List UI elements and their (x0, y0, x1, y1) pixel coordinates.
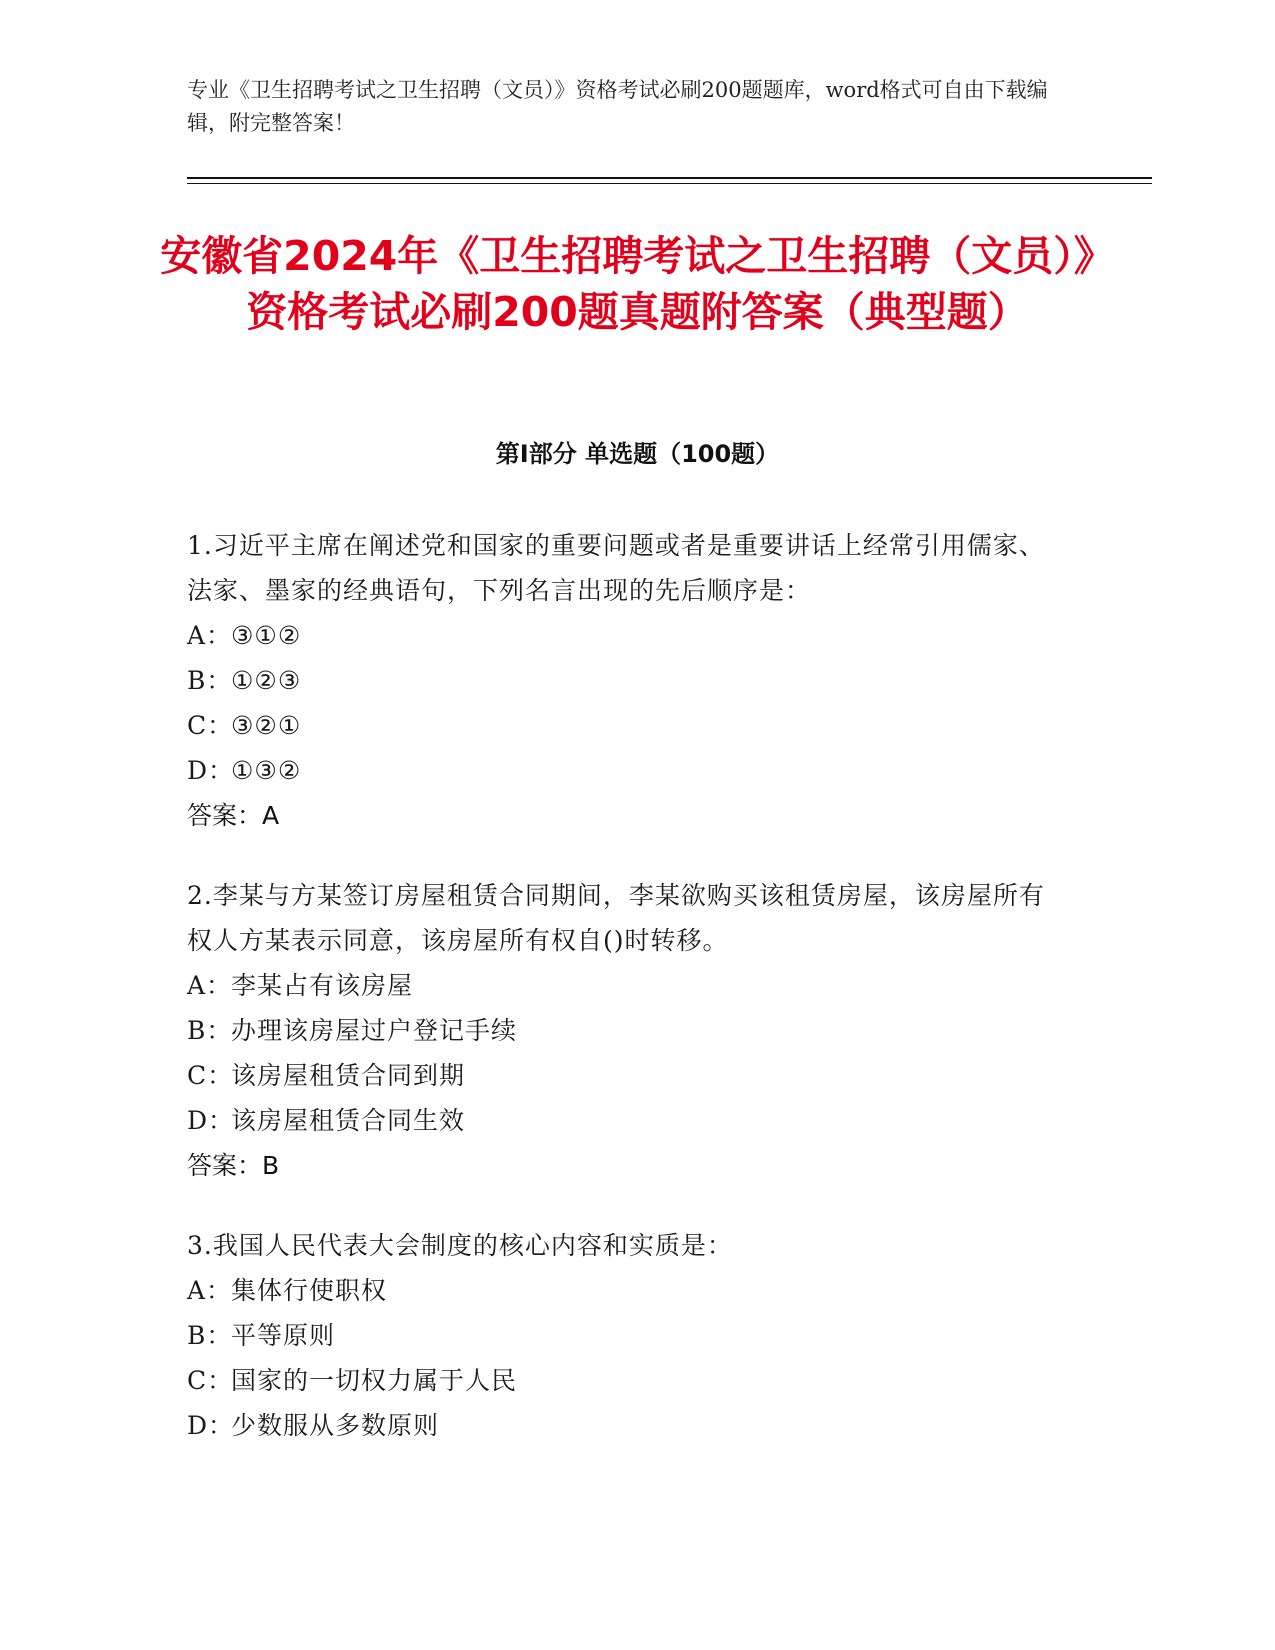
answer-line: 答案：A (187, 801, 280, 830)
option-text: 集体行使职权 (231, 1276, 388, 1305)
option-key: B： (187, 1321, 233, 1350)
option-key: D： (187, 1411, 235, 1440)
option-c (187, 1053, 1067, 1098)
header-divider-thick (187, 177, 1152, 179)
option-key: A： (187, 1276, 233, 1305)
option-key: D： (187, 756, 235, 785)
option-key: B： (187, 666, 233, 695)
option-text: ①②③ (231, 666, 302, 695)
option-d (187, 748, 1067, 793)
option-b (187, 1008, 1067, 1053)
section-heading: 第I部分 单选题（100题） (495, 440, 780, 468)
option-text: 李某占有该房屋 (231, 971, 414, 1000)
option-a (187, 963, 1067, 1008)
option-a (187, 613, 1067, 658)
option-text: ①③② (231, 756, 302, 785)
header-divider-thin (187, 183, 1152, 184)
option-text: 该房屋租赁合同生效 (231, 1106, 466, 1135)
option-text: 平等原则 (231, 1321, 336, 1350)
question-text: 1.习近平主席在阐述党和国家的重要问题或者是重要讲话上经常引用儒家、法家、墨家的经典语句，下列名言出现的先后顺序是： (187, 531, 1045, 605)
option-key: A： (187, 971, 233, 1000)
question-text: 3.我国人民代表大会制度的核心内容和实质是： (187, 1231, 733, 1260)
option-key: C： (187, 711, 234, 740)
question-text: 2.李某与方某签订房屋租赁合同期间，李某欲购买该租赁房屋，该房屋所有权人方某表示同意，该房屋所有权自()时转移。 (187, 881, 1045, 955)
document-title: 安徽省2024年《卫生招聘考试之卫生招聘（文员）》资格考试必刷200题真题附答案（典型题） (160, 232, 1115, 336)
question-1 (187, 523, 1067, 838)
option-key: B： (187, 1016, 233, 1045)
option-text: 该房屋租赁合同到期 (231, 1061, 466, 1090)
header-note: 专业《卫生招聘考试之卫生招聘（文员）》资格考试必刷200题题库，word格式可自由下载编辑，附完整答案！ (187, 78, 1048, 135)
option-a (187, 1268, 1067, 1313)
option-key: A： (187, 621, 233, 650)
option-text: 少数服从多数原则 (231, 1411, 440, 1440)
option-b (187, 658, 1067, 703)
question-2 (187, 873, 1067, 1188)
option-key: C： (187, 1366, 234, 1395)
option-key: C： (187, 1061, 234, 1090)
option-text: 办理该房屋过户登记手续 (231, 1016, 518, 1045)
option-text: 国家的一切权力属于人民 (231, 1366, 518, 1395)
option-d (187, 1403, 1067, 1448)
option-key: D： (187, 1106, 235, 1135)
option-text: ③②① (231, 711, 302, 740)
option-d (187, 1098, 1067, 1143)
question-3 (187, 1223, 1067, 1448)
option-c (187, 703, 1067, 748)
answer-line: 答案：B (187, 1151, 280, 1180)
option-c (187, 1358, 1067, 1403)
option-b (187, 1313, 1067, 1358)
option-text: ③①② (231, 621, 302, 650)
